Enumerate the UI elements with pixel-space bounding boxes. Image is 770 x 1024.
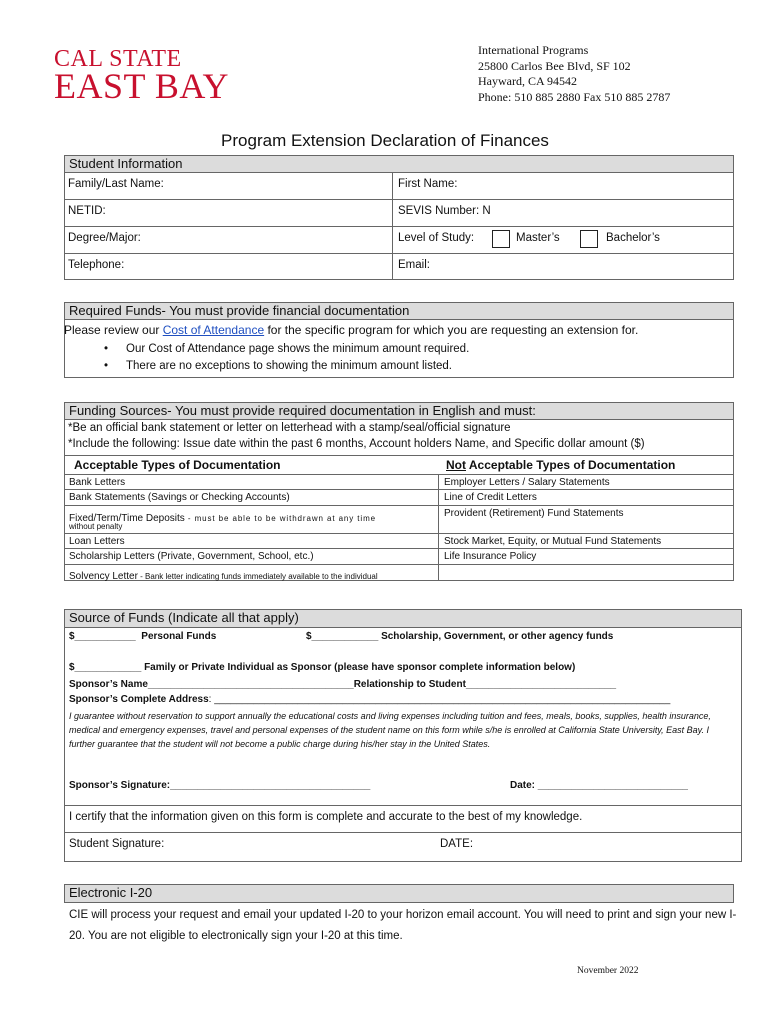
list-item: • There are no exceptions to showing the minimum amount listed. — [100, 358, 720, 375]
acceptable-item: Bank Letters — [69, 477, 126, 488]
funding-sources-heading: Funding Sources- You must provide required documentation in English and must: — [64, 402, 734, 420]
masters-label: Master’s — [516, 232, 560, 244]
not-acceptable-item: Stock Market, Equity, or Mutual Fund Statements — [444, 536, 662, 547]
not-acceptable-rest: Acceptable Types of Documentation — [466, 458, 676, 472]
acceptable-item — [69, 566, 378, 584]
sponsor-address-field[interactable] — [69, 694, 670, 705]
address-line: Hayward, CA 94542 — [478, 74, 577, 88]
solvency-label: Solvency Letter — [69, 571, 138, 582]
family-sponsor-field[interactable]: $____________ Family or Private Individual as Sponsor (please have sponsor complete information below) — [69, 662, 576, 673]
sponsor-name-field[interactable]: Sponsor’s Name_____________________________________Relationship to Student___________________________ — [69, 679, 617, 690]
student-signature-label[interactable]: Student Signature: — [69, 838, 165, 850]
netid-label: NETID: — [68, 205, 106, 217]
requirement-line-2: *Include the following: Issue date within the past 6 months, Account holders Name, and Specific dollar amount ($) — [68, 438, 645, 450]
logo-cal-state: CAL STATE — [54, 46, 182, 72]
not-acceptable-item: Employer Letters / Salary Statements — [444, 477, 610, 488]
address-line: 25800 Carlos Bee Blvd, SF 102 — [478, 58, 631, 73]
divider — [64, 805, 742, 806]
fixed-deposits-note-2: without penalty — [69, 522, 123, 531]
logo-east-bay: EAST BAY — [54, 66, 230, 106]
family-name-label: Family/Last Name: — [68, 178, 164, 190]
bachelors-label: Bachelor’s — [606, 232, 660, 244]
source-of-funds-heading: Source of Funds (Indicate all that apply) — [64, 609, 742, 628]
cost-intro-after: for the specific program for which you are requesting an extension for. — [264, 323, 639, 337]
list-item: • Our Cost of Attendance page shows the minimum amount required. — [100, 341, 720, 358]
required-funds-heading: Required Funds- You must provide financial documentation — [64, 302, 734, 320]
masters-checkbox[interactable] — [492, 230, 510, 248]
acceptable-item: Bank Statements (Savings or Checking Accounts) — [69, 492, 290, 503]
acceptable-item: Scholarship Letters (Private, Government, School, etc.) — [69, 551, 314, 562]
acceptable-item: Loan Letters — [69, 536, 125, 547]
divider — [64, 832, 742, 833]
address-line: Phone: 510 885 2880 Fax 510 885 2787 — [478, 89, 671, 104]
cost-intro — [64, 323, 638, 337]
acceptable-heading: Acceptable Types of Documentation — [74, 458, 281, 472]
solvency-note: - Bank letter indicating funds immediately available to the individual — [137, 572, 378, 581]
scholarship-funds-field[interactable]: $____________ Scholarship, Government, or other agency funds — [306, 631, 614, 642]
sponsor-address-line: : __________________________________________________________________________________ — [208, 694, 671, 705]
divider — [64, 199, 734, 200]
sponsor-signature-field[interactable]: Sponsor’s Signature:____________________________________ — [69, 780, 371, 791]
sponsor-address-label: Sponsor’s Complete Address — [69, 694, 209, 705]
cost-of-attendance-link[interactable]: Cost of Attendance — [162, 323, 265, 337]
not-word: Not — [446, 458, 466, 472]
electronic-i20-text: CIE will process your request and email your updated I-20 to your horizon email account. You will need to print and sign your new I-20. You are not eligible to electronically sign your I-20 at this time. — [69, 909, 737, 942]
degree-label: Degree/Major: — [68, 232, 141, 244]
divider — [64, 253, 734, 254]
divider — [64, 505, 734, 506]
not-acceptable-item: Provident (Retirement) Fund Statements — [444, 508, 624, 519]
level-label: Level of Study: — [398, 232, 475, 244]
personal-funds-field[interactable]: $___________ Personal Funds — [69, 631, 217, 642]
not-acceptable-heading — [446, 458, 675, 472]
not-acceptable-item: Line of Credit Letters — [444, 492, 537, 503]
divider — [64, 474, 734, 475]
divider — [64, 455, 734, 456]
cost-intro-before: Please review our — [64, 323, 163, 337]
bachelors-checkbox[interactable] — [580, 230, 598, 248]
fixed-deposits-label: Fixed/Term/Time Deposits — [69, 513, 185, 524]
sevis-label: SEVIS Number: N — [398, 205, 491, 217]
certify-statement: I certify that the information given on this form is complete and accurate to the best of my knowledge. — [69, 811, 583, 823]
first-name-label: First Name: — [398, 178, 458, 190]
student-date-label[interactable]: DATE: — [440, 838, 474, 850]
office-address — [478, 43, 670, 105]
divider — [64, 489, 734, 490]
divider — [64, 533, 734, 534]
not-acceptable-item: Life Insurance Policy — [444, 551, 537, 562]
required-funds-list — [100, 341, 720, 375]
divider — [64, 226, 734, 227]
email-label: Email: — [398, 259, 430, 271]
divider — [392, 172, 393, 280]
footer-date: November 2022 — [577, 966, 639, 976]
sponsor-date-field[interactable]: Date: ___________________________ — [510, 780, 688, 791]
page-title: Program Extension Declaration of Finances — [221, 131, 549, 150]
sponsor-guarantee: I guarantee without reservation to support annually the educational costs and living expenses including tuition and fees, meals, books, supplies, health insurance, medical and emergency expenses, travel and personal expenses of the student name on this form while s/he is enrolled at California State University, East Bay. I further guarantee that the student will not become a public charge during his/her stay in the United States. — [69, 711, 711, 749]
telephone-label: Telephone: — [68, 259, 125, 271]
requirement-line-1: *Be an official bank statement or letter on letterhead with a stamp/seal/official signature — [68, 422, 511, 434]
electronic-i20-heading: Electronic I-20 — [64, 884, 734, 903]
address-line: International Programs — [478, 43, 589, 57]
divider — [64, 548, 734, 549]
fixed-deposits-note: - must be able to be withdrawn at any time — [184, 514, 377, 523]
student-info-heading: Student Information — [64, 155, 734, 173]
divider — [64, 564, 734, 565]
